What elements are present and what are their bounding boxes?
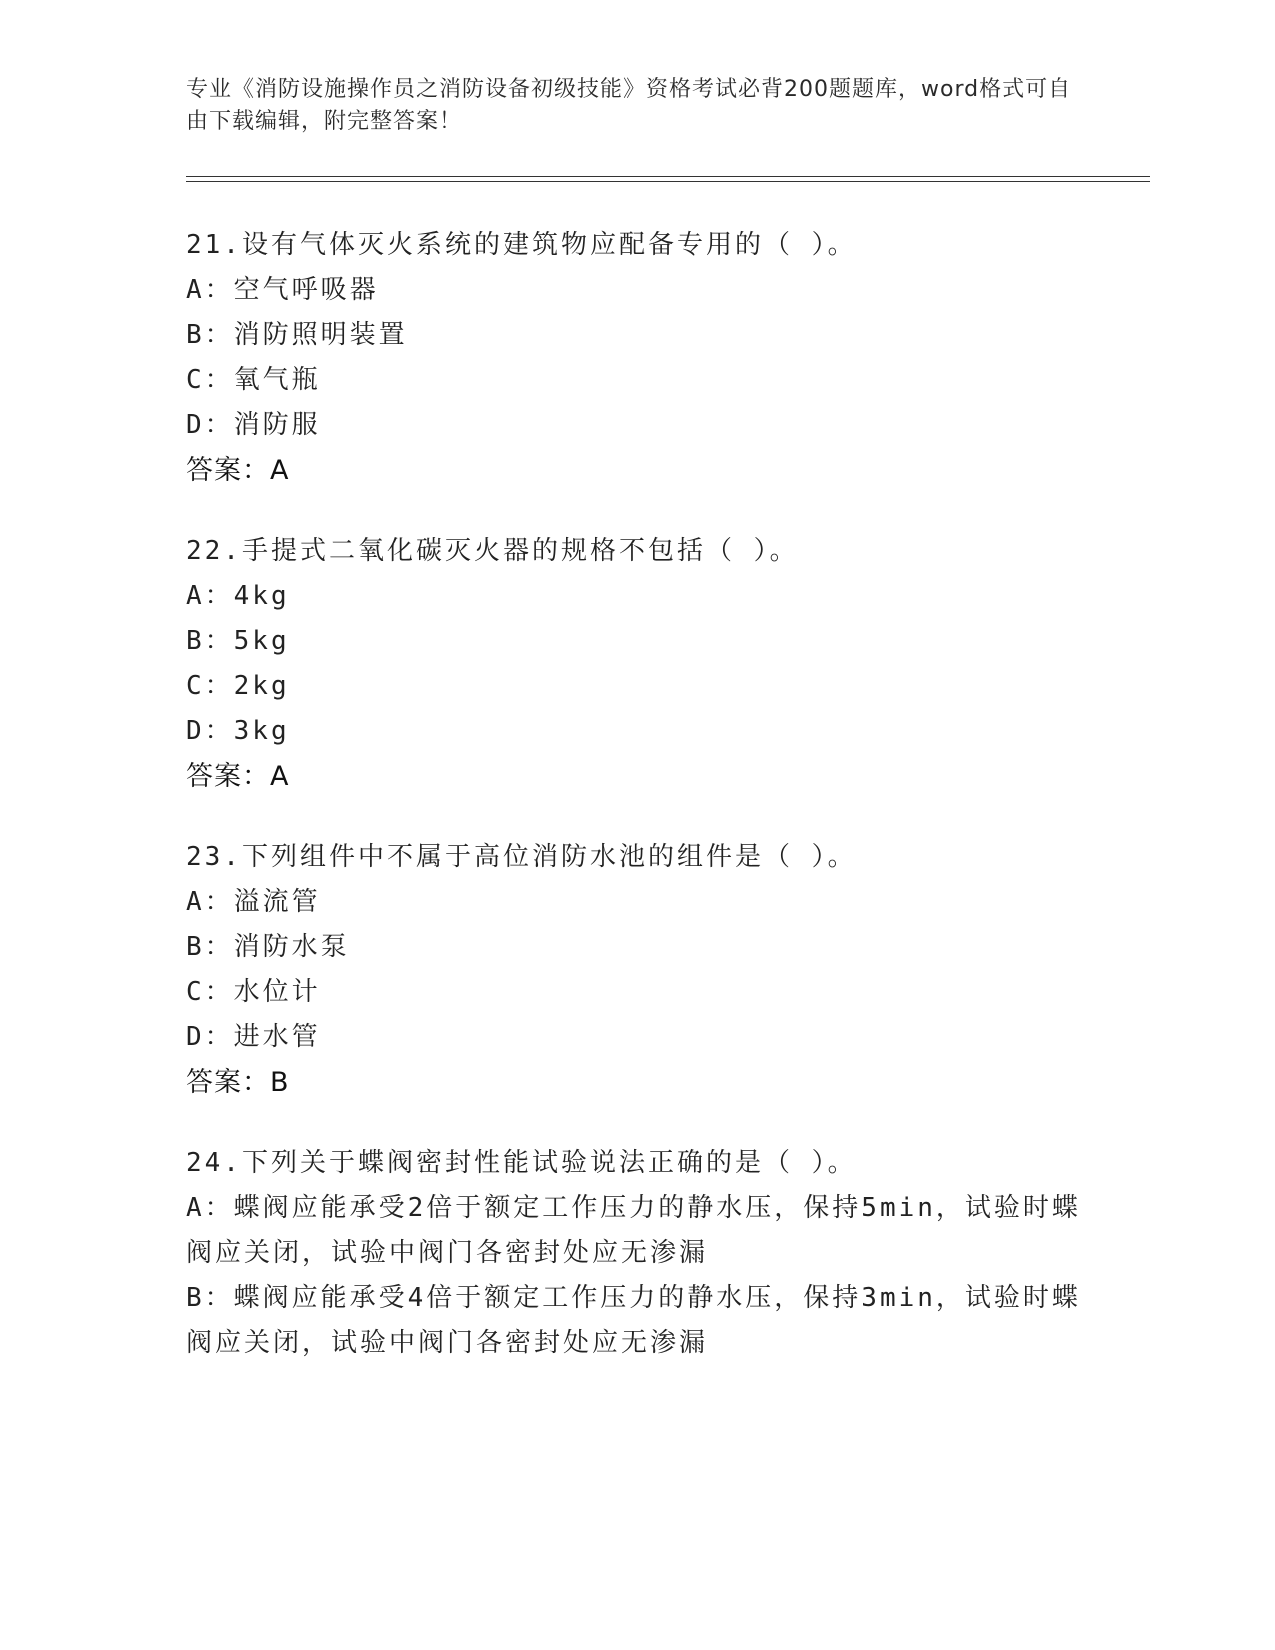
option-b: B：消防水泵	[186, 932, 350, 962]
option-a: A：蝶阀应能承受2倍于额定工作压力的静水压，保持5min，试验时蝶阀应关闭，试验中阀门各密封处应无渗漏	[186, 1193, 1081, 1268]
question-22	[186, 528, 1086, 800]
answer-line: 答案：B	[186, 1067, 290, 1098]
option-d: D：消防服	[186, 410, 321, 440]
option-b: B：5kg	[186, 626, 290, 656]
option-a: A：溢流管	[186, 887, 321, 917]
option-a: A：4kg	[186, 581, 290, 611]
option-d: D：进水管	[186, 1022, 321, 1052]
question-stem: 21.设有气体灭火系统的建筑物应配备专用的（ ）。	[186, 230, 857, 260]
option-b: B：蝶阀应能承受4倍于额定工作压力的静水压，保持3min，试验时蝶阀应关闭，试验中阀门各密封处应无渗漏	[186, 1283, 1081, 1358]
option-d: D：3kg	[186, 716, 290, 746]
question-stem: 22.手提式二氧化碳灭火器的规格不包括（ ）。	[186, 536, 799, 566]
answer-line: 答案：A	[186, 761, 290, 792]
answer-line: 答案：A	[186, 455, 290, 486]
option-a: A：空气呼吸器	[186, 275, 379, 305]
option-c: C：水位计	[186, 977, 321, 1007]
header-divider-top	[186, 176, 1150, 177]
page-header: 专业《消防设施操作员之消防设备初级技能》资格考试必背200题题库，word格式可自由下载编辑，附完整答案！	[186, 77, 1072, 134]
question-21	[186, 222, 1086, 494]
question-stem: 23.下列组件中不属于高位消防水池的组件是（ ）。	[186, 842, 857, 872]
question-24	[186, 1140, 1086, 1366]
question-stem: 24.下列关于蝶阀密封性能试验说法正确的是（ ）。	[186, 1148, 857, 1178]
option-c: C：2kg	[186, 671, 290, 701]
question-23	[186, 834, 1086, 1106]
header-divider-bottom	[186, 181, 1150, 182]
option-b: B：消防照明装置	[186, 320, 408, 350]
option-c: C：氧气瓶	[186, 365, 321, 395]
